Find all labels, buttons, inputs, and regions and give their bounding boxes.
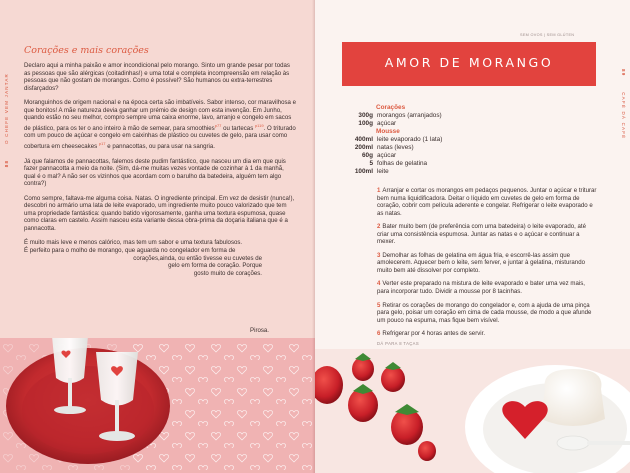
ingredient-qty: 60g <box>361 152 373 160</box>
recipe-step <box>377 280 598 295</box>
paragraph-5-line: É perfeito para o molho de morango, que aguarda no congelador em forma de <box>24 247 236 254</box>
page-ref-2: p119 <box>254 122 264 128</box>
dietary-note: SEM OVOS | SEM GLÚTEN <box>520 33 575 37</box>
recipe-step <box>377 187 598 217</box>
left-page-number: 88 <box>4 159 9 168</box>
ingredient-qty: 400ml <box>354 136 373 144</box>
intro-text <box>24 62 297 277</box>
right-running-head <box>621 69 626 139</box>
paragraph-5-line: corações,ainda, ou então tivesse eu cuvetes de <box>133 254 262 262</box>
recipe-step <box>377 302 598 325</box>
ingredient-row <box>340 152 600 160</box>
left-running-head <box>4 73 9 167</box>
step-text: Demolhar as folhas de gelatina em água fria, e escorrê-las assim que amolecerem. Aquecer bem o leite, sem ferver, e juntar à gelatina, misturando muito bem até dissolver por completo. <box>377 251 585 274</box>
recipe-step <box>377 330 598 338</box>
ingredient-qty: 5 <box>369 160 373 168</box>
ingredient-name: morangos (arranjados) <box>377 112 442 120</box>
ingredient-row <box>340 160 600 168</box>
recipe-title-banner <box>342 42 596 86</box>
ingredient-qty: 100ml <box>354 168 373 176</box>
signature: Pirosa. <box>250 327 269 334</box>
ingredient-name: leite <box>377 168 389 176</box>
ingredient-qty: 100g <box>358 120 373 128</box>
ingredient-name: açúcar <box>377 152 397 160</box>
paragraph-5-line: gelo em forma de coração. Porque <box>168 262 262 270</box>
ingredient-name: leite evaporado (1 lata) <box>377 136 443 144</box>
paragraph-2 <box>24 99 297 150</box>
ingredient-group-heading: Corações <box>376 104 406 111</box>
ingredient-qty: 200ml <box>354 144 373 152</box>
step-text: Retirar os corações de morango do congelador e, com a ajuda de uma pinça para gelo, poisar um coração em cima de cada mousse, de modo a que afunde um pouco na espuma, mas fique bem visível. <box>377 301 592 324</box>
serves-note: DÁ PARA 8 TAÇAS <box>377 341 420 346</box>
paragraph-2-end: e pannacottas, ou para usar na sangria. <box>105 142 215 150</box>
dessert-glasses-photo <box>0 338 315 473</box>
paragraph-5-right-lines <box>24 255 297 278</box>
strawberry-dessert-photo <box>315 349 630 473</box>
step-text: Bater muito bem (de preferência com uma batedeira) o leite evaporado, até criar uma consistência espumosa. Juntar as natas e o açúcar e continuar a mexer. <box>377 223 586 246</box>
step-number: 5 <box>377 301 381 309</box>
step-text: Verter este preparado na mistura de leite evaporado e bater uma vez mais, para incorporar tudo. Dividir a mousse por 8 tacinhas. <box>377 280 585 296</box>
strawberries-panna-cotta-photo <box>315 349 630 473</box>
ingredient-name: açúcar <box>377 120 397 128</box>
ingredient-row <box>340 120 600 128</box>
step-text: Refrigerar por 4 horas antes de servir. <box>382 330 486 338</box>
right-chapter-title: CAFÉ DÁ CAFÉ <box>621 92 626 140</box>
ingredient-name: natas (leves) <box>377 144 414 152</box>
paragraph-4: Como sempre, faltava-me alguma coisa. Natas. O ingrediente principal. Em vez de desistir (nunca!), descobri no armário uma lata de leite evaporado, um ingrediente muito pouco valorizado que tem uma propriedade fantástica: quando batido vigorosamente, ganha uma textura espumosa, quase como claras em castelo. Assim nasceu esta variante dessa obra-prima da doçaria italiana que é a pannacotta. <box>24 194 295 232</box>
paragraph-2-mid: ou tartecas <box>221 124 255 132</box>
ingredient-name: folhas de gelatina <box>377 160 428 168</box>
step-number: 6 <box>377 330 381 338</box>
paragraph-2-start: Moranguinhos de origem nacional e na época certa são imbatíveis. Sabor intenso, cor maravilhosa e que bonitos! A mãe natureza devia ganhar um prémio de design com esta invenção. Em Junho, quando estão no seu melhor, compro sempre uma caixa enorme, lavo, arranjo e congelo em sacos de plástico, para os ter o ano inteiro à mão de semear, para smoothies <box>24 99 297 132</box>
ingredient-group-heading: Mousse <box>376 128 400 136</box>
ingredient-row <box>340 168 600 176</box>
recipe-steps <box>377 187 598 344</box>
left-book-title: O CHEFE VEM JANTAR <box>4 73 9 145</box>
ingredients-list <box>340 104 600 176</box>
ingredient-row <box>340 144 600 152</box>
paragraph-5-line: É muito mais leve e menos calórico, mas tem um sabor e uma textura fabulosos. <box>24 239 243 247</box>
right-page-number: 89 <box>621 69 626 77</box>
recipe-step <box>377 223 598 246</box>
paragraph-5-line: gosto muito de corações. <box>193 269 262 277</box>
ingredient-row <box>340 136 600 144</box>
page-ref-3: p17 <box>98 140 106 146</box>
section-title: Corações e mais corações <box>24 45 149 56</box>
recipe-step <box>377 252 598 275</box>
paragraph-2-tail: . O triturado com um pouco de açúcar e congelo em caixinhas de plástico ou cuvetes de gelo, para usar como cobertura em cheesecakes <box>24 124 296 150</box>
paragraph-3: Já que falamos de pannacottas, falemos deste pudim fantástico, que nasceu um dia em que quis fazer pannacotta a meio da noite. (Sim, dá-me muitas vezes vontade de cozinhar à 1 da manhã, qual é o mal? A não ser os vizinhos que acordam com o barulho da batedeira, alguém tem algo contra?) <box>24 157 286 188</box>
hearts-tablecloth-photo <box>0 338 315 473</box>
paragraph-1: Declaro aqui a minha paixão e amor incondicional pelo morango. Sinto um grande pesar por todas as pessoas que são alérgicas (coitadinhas!) e uma total e completa incompreensão em relação às pessoas que não gostam de morangos. Como é possível? São humanos ou extra-terrestres disfarçados? <box>24 62 290 92</box>
ingredient-qty: 300g <box>358 112 373 120</box>
step-number: 4 <box>377 280 381 288</box>
step-number: 1 <box>377 187 381 194</box>
page-ref-1: p77 <box>214 122 222 128</box>
step-number: 2 <box>377 223 381 231</box>
step-number: 3 <box>377 251 381 259</box>
ingredient-row <box>340 112 600 120</box>
recipe-title: AMOR DE MORANGO <box>384 55 554 70</box>
paragraph-5 <box>24 239 297 254</box>
step-text: Arranjar e cortar os morangos em pedaços pequenos. Juntar o açúcar e triturar bem numa liquidificadora. Deitar o líquido em cuvetes de gelo em forma de coração, cobrir com película aderente e congelar. Refrigerar o leite evaporado e as natas. <box>377 187 597 217</box>
